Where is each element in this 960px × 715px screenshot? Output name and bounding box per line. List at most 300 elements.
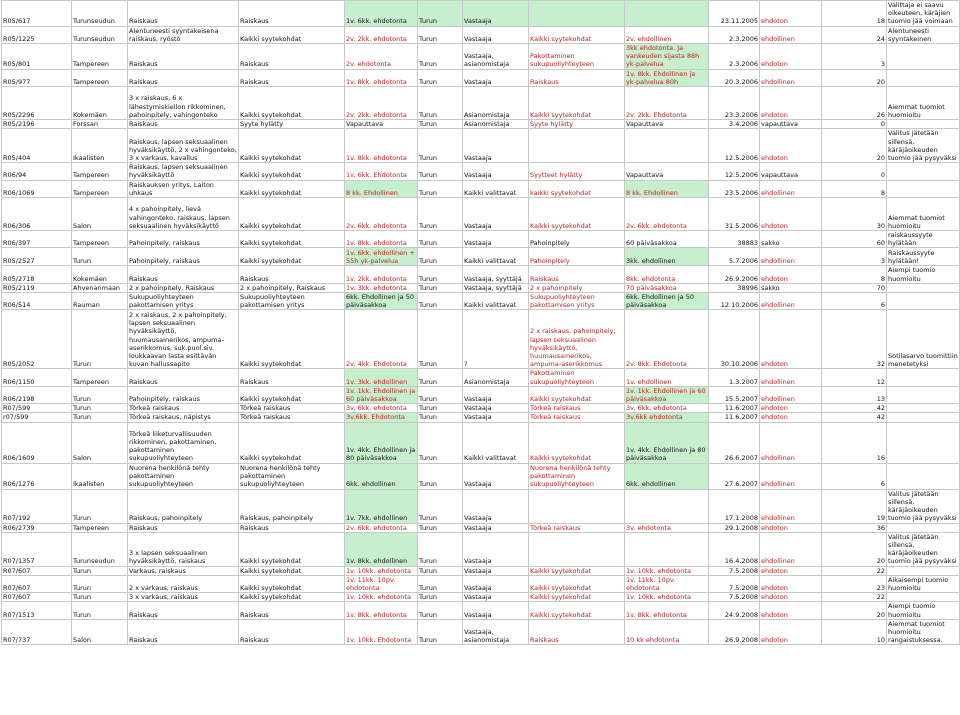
cell-case-number: R07/1513 [2,602,72,619]
cell-appeal-court: Turun [418,87,463,120]
cell-months: 32 [822,310,887,369]
cell-district-sentence: 1v. 10kk. Ehdotonta [345,619,418,645]
cell-case-number: R05/2119 [2,283,72,292]
cell-appeal-convicted-charges [529,489,625,523]
cell-months: 12 [822,369,887,386]
cell-decision-date: 23.3.2006 [709,87,760,120]
cell-appellant: Vastaaja [463,489,529,523]
cell-appeal-convicted-charges [529,532,625,566]
cell-convicted-charges: Törkeä raiskaus [239,413,345,422]
cell-decision-date: 7.5.2008 [709,593,760,602]
cell-appeal-court: Turun [418,26,463,43]
cell-appeal-court: Turun [418,180,463,197]
cases-table [1,0,960,645]
cell-decision-date: 2.3.2006 [709,44,760,70]
cell-decision-date: 30.10.2006 [709,310,760,369]
cell-district-court: Turun [72,575,128,592]
cell-appeal-sentence: 60 päiväsakkoa [625,231,709,248]
cell-appeal-convicted-charges: Raiskaus [529,266,625,283]
cell-appeal-court: Turun [418,310,463,369]
cell-appeal-court: Turun [418,593,463,602]
cell-appeal-sentence: 8 kk. Ehdollinen [625,180,709,197]
table-row [2,369,960,386]
cell-district-court: Kokemäen [72,266,128,283]
cell-convicted-charges: Nuorena henkilönä tehty pakottaminen sukupuoliyhteyteen [239,463,345,489]
cell-notes: Valitus jätetään sillensä, käräjäoikeuden tuomio jää pysyväksi [887,489,960,523]
cell-sentence-type: ehdoton [760,404,822,413]
cell-district-court: Tampereen [72,163,128,180]
cell-district-sentence: 1v. 8kk. ehdollinen [345,532,418,566]
cell-sentence-type: ehdoton [760,619,822,645]
cell-sentence-type: ehdoton [760,602,822,619]
cell-appellant: Vastaaja [463,198,529,231]
cell-appeal-court: Turun [418,163,463,180]
table-row [2,575,960,592]
cell-case-number: R06/514 [2,293,72,310]
cell-appeal-sentence: Vapauttava [625,163,709,180]
cell-appeal-convicted-charges: Kaikki syytekohdat [529,87,625,120]
cell-convicted-charges: Kaikki syytekohdat [239,310,345,369]
cell-charges: Raiskaus [128,69,239,86]
cell-district-sentence: 1v. 11kk. 10pv. ehdotonta [345,575,418,592]
cell-appellant: Vastaaja [463,69,529,86]
cell-months: 70 [822,283,887,292]
cell-decision-date: 23.5.2006 [709,180,760,197]
cell-decision-date: 3.4.2006 [709,120,760,129]
cell-appeal-convicted-charges: kaikki syytekohdat [529,180,625,197]
table-row [2,283,960,292]
cell-decision-date: 2.3.2006 [709,26,760,43]
cell-district-sentence: 1v. 7kk. ehdollinen [345,489,418,523]
cell-notes [887,593,960,602]
cell-sentence-type: ehdoton [760,413,822,422]
cell-appellant: Kaikki valittavat [463,180,529,197]
cell-sentence-type: ehdoton [760,575,822,592]
cell-appeal-sentence: 3v.6kk ehdotonta [625,413,709,422]
cell-appeal-court: Turun [418,120,463,129]
cell-charges: Raiskaus, pahoinpitely [128,489,239,523]
table-row [2,532,960,566]
cell-appeal-court: Turun [418,575,463,592]
cell-convicted-charges: Kaikki syytekohdat [239,198,345,231]
cell-convicted-charges: Kaikki syytekohdat [239,248,345,266]
cell-appeal-sentence: Vapauttava [625,120,709,129]
cell-sentence-type: ehdoton [760,523,822,532]
cell-district-court: Tampereen [72,523,128,532]
table-row [2,69,960,86]
cell-appeal-convicted-charges: Kaikki syytekohdat [529,575,625,592]
cell-district-court: Salon [72,422,128,463]
cell-decision-date: 16.4.2008 [709,532,760,566]
cell-charges: Raiskaus [128,619,239,645]
cell-convicted-charges: 2 x pahoinpitely, Raiskaus [239,283,345,292]
cell-decision-date: 7.5.2008 [709,575,760,592]
cell-sentence-type: ehdoton [760,266,822,283]
cell-sentence-type: vapauttava [760,163,822,180]
cell-charges: Nuorena henkilönä tehty pakottaminen sukupuoliyhteyteen [128,463,239,489]
cell-appellant: Vastaaja [463,231,529,248]
cell-notes: Aiemmat tuomiot huomioitu rangaistuksessa. [887,619,960,645]
cell-convicted-charges: Raiskaus [239,523,345,532]
cell-convicted-charges: Kaikki syytekohdat [239,231,345,248]
cell-appellant: Vastaaja, asianomistaja [463,619,529,645]
cell-appeal-convicted-charges: Kaikki syytekohdat [529,422,625,463]
cell-district-court: Ikaalisten [72,463,128,489]
cell-district-sentence: 1v. 6kk. ehdollinen + 55h yk-palvelua [345,248,418,266]
cell-convicted-charges: Törkeä raiskaus [239,404,345,413]
cell-charges: 2 x pahoinpitely, Raiskaus [128,283,239,292]
cell-appeal-sentence: 6kk. Ehdollinen ja 50 päiväsakkoa [625,293,709,310]
cell-district-court: Turun [72,310,128,369]
cell-appeal-convicted-charges: 2 x raiskaus, pahoinpitely, lapsen seksuaalinen hyväksikäyttö, huumausainerikos, ampuma-aserikkomus [529,310,625,369]
cell-appeal-sentence: 6kk. ehdollinen [625,463,709,489]
cell-charges: Sukupuoliyhteyteen pakottamisen yritys [128,293,239,310]
cell-district-sentence: 3v. 6kk. ehdotonta [345,404,418,413]
cell-case-number: R06/2739 [2,523,72,532]
cell-case-number: R06/94 [2,163,72,180]
cell-months: 22 [822,566,887,575]
cell-sentence-type: ehdollinen [760,386,822,403]
table-row [2,593,960,602]
cell-district-sentence: 1v. 3kk. ehdotonta [345,283,418,292]
cell-appeal-convicted-charges: Törkeä raiskaus [529,413,625,422]
cell-convicted-charges: Kaikki syytekohdat [239,575,345,592]
cell-district-court: Turun [72,593,128,602]
cell-appeal-sentence: 10 kk ehdotonta [625,619,709,645]
cell-months: 6 [822,293,887,310]
cell-decision-date: 12.10.2006 [709,293,760,310]
cell-district-court: Rauman [72,293,128,310]
cases-table-body [2,1,960,645]
cell-appeal-convicted-charges: Pakottaminen sukupuoliyhteyteen [529,369,625,386]
table-row [2,180,960,197]
cell-months: 60 [822,231,887,248]
cell-notes [887,44,960,70]
cell-convicted-charges: Kaikki syytekohdat [239,386,345,403]
table-row [2,386,960,403]
cell-convicted-charges: Raiskaus [239,369,345,386]
cell-charges: 2 x raiskaus, 2 x pahoinpitely, lapsen seksuaalinen hyväksikäyttö, huumausainerikos, ampuma-aserikkomus, suk.puol.siv. loukkaavan lasta esittävän kuvan hallussapito [128,310,239,369]
cell-district-court: Tampereen [72,369,128,386]
cell-case-number: R07/607 [2,575,72,592]
cell-notes [887,69,960,86]
cell-appeal-convicted-charges: Pahoinpitely [529,248,625,266]
cell-appeal-sentence [625,129,709,163]
cell-convicted-charges: Kaikki syytekohdat [239,532,345,566]
cell-convicted-charges: Kaikki syytekohdat [239,129,345,163]
cell-district-sentence: 2v. ehdotonta [345,44,418,70]
cell-appellant: Vastaaja [463,523,529,532]
cell-notes: Alentuneesti syyntakeinen [887,26,960,43]
cell-charges: Pahoinpitely, raiskaus [128,248,239,266]
cell-charges: Törkeä raiskaus, näpistys [128,413,239,422]
cell-notes [887,180,960,197]
cell-case-number: R07/607 [2,593,72,602]
cell-appeal-convicted-charges: Syyte hylätty [529,120,625,129]
cell-convicted-charges: Kaikki syytekohdat [239,566,345,575]
cell-decision-date: 17.1.2008 [709,489,760,523]
cell-district-sentence: 2v. 2kk. ehdotonta [345,26,418,43]
cell-district-court: Turun [72,602,128,619]
cell-appellant: Vastaaja [463,404,529,413]
cell-appellant: Asianomistaja [463,120,529,129]
cell-appeal-sentence: 3v. ehdotonta [625,523,709,532]
cell-convicted-charges: Kaikki syytekohdat [239,422,345,463]
cell-convicted-charges: Raiskaus [239,69,345,86]
cell-decision-date: 26.6.2007 [709,422,760,463]
cell-appellant: Vastaaja [463,386,529,403]
cell-district-sentence: 1v. 10kk. ehdotonta [345,593,418,602]
cell-appeal-convicted-charges: Kaikki syytekohdat [529,602,625,619]
cell-appeal-sentence: 1v. 10kk. ehdotonta [625,566,709,575]
cell-decision-date: 38996 [709,283,760,292]
cell-appeal-court: Turun [418,489,463,523]
cell-months: 30 [822,198,887,231]
cell-months: 42 [822,404,887,413]
cell-appellant: Kaikki valittavat [463,422,529,463]
cell-appeal-court: Turun [418,198,463,231]
cell-decision-date: 11.6.2007 [709,404,760,413]
cell-appeal-convicted-charges: Raiskaus [529,619,625,645]
table-row [2,404,960,413]
cell-appeal-convicted-charges: Kaikki syytekohdat [529,198,625,231]
cell-notes [887,283,960,292]
cell-case-number: R05/1225 [2,26,72,43]
cell-case-number: R06/1069 [2,180,72,197]
cell-appeal-court: Turun [418,231,463,248]
cell-appeal-sentence: 2v. 8kk. Ehdotonta [625,310,709,369]
cell-sentence-type: ehdollinen [760,26,822,43]
cell-appellant: Vastaaja, asianomistaja [463,44,529,70]
cell-appeal-court: Turun [418,422,463,463]
cell-decision-date: 26.9.2008 [709,619,760,645]
cell-notes [887,422,960,463]
cell-appeal-convicted-charges: Pahoinpitely [529,231,625,248]
cell-district-court: Salon [72,198,128,231]
cell-appeal-court: Turun [418,69,463,86]
cell-district-sentence: 2v. 6kk. ehdotonta [345,198,418,231]
cell-appeal-sentence: 1v. 1kk. Ehdollinen ja 60 päiväsakkoa [625,386,709,403]
cell-appeal-convicted-charges: Nuorena henkilönä tehty pakottaminen sukupuoliyhteyteen [529,463,625,489]
cell-appeal-sentence: 3v. 6kk. ehdotonta [625,404,709,413]
cell-charges: Törkeä liiketurvallisuuden rikkominen, pakottaminen, pakottaminen sukupuoliyhteyteen [128,422,239,463]
cell-appeal-court: Turun [418,413,463,422]
cell-notes [887,369,960,386]
cell-notes [887,163,960,180]
cell-case-number: R07/599 [2,404,72,413]
cell-case-number: R06/397 [2,231,72,248]
cell-district-court: Tampereen [72,180,128,197]
cell-sentence-type: ehdollinen [760,532,822,566]
cell-notes: Aiempi tuomio huomioitu [887,602,960,619]
cell-appeal-convicted-charges: Kaikki syytekohdat [529,566,625,575]
cell-district-court: Ahvenanmaan [72,283,128,292]
cell-decision-date: 38883 [709,231,760,248]
cell-appellant: Asianomistaja [463,369,529,386]
cell-appellant: Vastaaja [463,413,529,422]
cell-decision-date: 20.3.2006 [709,69,760,86]
cell-decision-date: 26.9.2006 [709,266,760,283]
cell-sentence-type: ehdoton [760,198,822,231]
cell-convicted-charges: Syyte hylätty [239,120,345,129]
cell-notes [887,404,960,413]
cell-sentence-type: ehdollinen [760,463,822,489]
cell-appeal-court: Turun [418,369,463,386]
cell-sentence-type: ehdollinen [760,180,822,197]
cell-charges: Alentuneesti syyntakeisena raiskaus, ryöstö [128,26,239,43]
cell-convicted-charges: Raiskaus [239,602,345,619]
cell-notes [887,523,960,532]
cell-district-court: Turun [72,386,128,403]
cell-charges: Törkeä raiskaus [128,404,239,413]
cell-appeal-court: Turun [418,532,463,566]
cell-notes [887,386,960,403]
cell-case-number: R07/192 [2,489,72,523]
cell-charges: Raiskaus, lapsen seksuaalinen hyväksikäyttö, 2 x vahingonteko, 3 x varkaus, kavallus [128,129,239,163]
cell-charges: Raiskaus, lapsen seksuaalinen hyväksikäyttö [128,163,239,180]
cell-appellant: Vastaaja, syyttäjä [463,266,529,283]
cell-appeal-court: Turun [418,619,463,645]
cell-decision-date: 24.9.2008 [709,602,760,619]
cell-appellant: ? [463,310,529,369]
cell-months: 23 [822,575,887,592]
cell-appeal-convicted-charges: Törkeä raiskaus [529,404,625,413]
cell-notes: Raiskaussyyte hylätään! [887,248,960,266]
cell-appeal-convicted-charges: Sukupuoliyhteyteen pakottamisen yritys [529,293,625,310]
cell-appellant: Vastaaja [463,593,529,602]
cell-appeal-sentence: 1v. 8kk. ehdotonta [625,602,709,619]
cell-sentence-type: ehdoton [760,1,822,27]
cell-months: 0 [822,163,887,180]
cell-months: 3 [822,248,887,266]
cell-notes: Valittaja ei saavu oikeuteen, käräjien tuomio jää voimaan [887,1,960,27]
cell-appeal-convicted-charges [529,1,625,27]
cell-appellant: Vastaaja [463,129,529,163]
cell-case-number: R06/1150 [2,369,72,386]
cell-charges: Raiskaus [128,523,239,532]
cell-district-court: Turunseudun [72,532,128,566]
cell-appeal-court: Turun [418,1,463,27]
cell-appeal-sentence: 2v. 2kk. Ehdotonta [625,87,709,120]
cell-appellant: Vastaaja [463,163,529,180]
cell-appeal-convicted-charges: Syytteet hylätty [529,163,625,180]
table-row [2,310,960,369]
cell-appellant: Vastaaja [463,602,529,619]
cell-appeal-court: Turun [418,404,463,413]
cell-appeal-court: Turun [418,283,463,292]
cell-decision-date: 29.1.2008 [709,523,760,532]
cell-appellant: Kaikki valittavat [463,293,529,310]
cell-decision-date: 31.5.2006 [709,198,760,231]
cell-case-number: R06/1609 [2,422,72,463]
cell-decision-date: 5.7.2006 [709,248,760,266]
cell-decision-date: 1.3.2007 [709,369,760,386]
cell-appellant: Kaikki valittavat [463,248,529,266]
cell-appeal-court: Turun [418,266,463,283]
cell-appeal-convicted-charges: Pakottaminen sukupuoliyhteyteen [529,44,625,70]
cell-convicted-charges: Kaikki syytekohdat [239,26,345,43]
cell-months: 24 [822,26,887,43]
cell-decision-date: 11.6.2007 [709,413,760,422]
cell-case-number: R05/404 [2,129,72,163]
cell-district-sentence: 2v. 6kk. ehdotonta [345,523,418,532]
cell-charges: 3 x lapsen seksuaalinen hyväksikäyttö, raiskaus [128,532,239,566]
cell-sentence-type: vapauttava [760,120,822,129]
cell-charges: Pahoinpitely, raiskaus [128,231,239,248]
cell-appeal-convicted-charges: Kaikki syytekohdat [529,26,625,43]
cell-appeal-court: Turun [418,129,463,163]
cell-appeal-convicted-charges: Kaikki syytekohdat [529,386,625,403]
cell-appeal-convicted-charges: Kaikki syytekohdat [529,593,625,602]
cell-notes [887,413,960,422]
table-row [2,602,960,619]
table-row [2,26,960,43]
cell-convicted-charges: Sukupuoliyhteyteen pakottamisen yritys [239,293,345,310]
cell-notes [887,293,960,310]
cell-sentence-type: ehdollinen [760,489,822,523]
cell-convicted-charges: Raiskaus [239,266,345,283]
cell-district-sentence: 1v. 4kk. Ehdollinen ja 80 päiväsakkoa [345,422,418,463]
cell-district-court: Turun [72,413,128,422]
cell-district-court: Turunseudun [72,26,128,43]
cell-appeal-court: Turun [418,463,463,489]
cell-case-number: R05/2296 [2,87,72,120]
cell-appellant: Vastaaja [463,532,529,566]
cell-district-court: Tampereen [72,69,128,86]
cell-case-number: R05/2527 [2,248,72,266]
cell-decision-date: 7.5.2008 [709,566,760,575]
table-row [2,248,960,266]
cell-notes [887,566,960,575]
cell-months: 3 [822,44,887,70]
cell-appeal-sentence: 70 päiväsakkoa [625,283,709,292]
cell-district-sentence: 1v. 2kk. ehdotonta [345,266,418,283]
cell-months: 0 [822,120,887,129]
cell-notes [887,120,960,129]
cell-appeal-sentence: 2v. 6kk. ehdotonta [625,198,709,231]
cell-sentence-type: ehdollinen [760,69,822,86]
cell-sentence-type: ehdoton [760,310,822,369]
cell-district-court: Turun [72,489,128,523]
cell-appeal-sentence: 1v. 4kk. Ehdollinen ja 80 päiväsakkoa [625,422,709,463]
table-row [2,463,960,489]
cell-decision-date: 12.5.2006 [709,129,760,163]
cell-appeal-court: Turun [418,44,463,70]
cell-appellant: Vastaaja, syyttäjä [463,283,529,292]
cell-appeal-convicted-charges: 2 x pahoinpitely [529,283,625,292]
cell-months: 18 [822,1,887,27]
cell-case-number: R05/801 [2,44,72,70]
cell-charges: Raiskaus [128,1,239,27]
cell-months: 6 [822,463,887,489]
cell-appeal-convicted-charges [529,129,625,163]
cell-convicted-charges: Kaikki syytekohdat [239,180,345,197]
cell-months: 20 [822,69,887,86]
cell-charges: 4 x pahoinpitely, lievä vahingonteko, raiskaus, lapsen seksuaalinen hyväksikäyttö [128,198,239,231]
table-row [2,293,960,310]
cell-district-sentence: 1v. 8kk. ehdotonta [345,231,418,248]
cell-district-sentence: 2v. 4kk. Ehdotonta [345,310,418,369]
cell-appellant: Vastaaja [463,463,529,489]
cell-charges: 3 x raiskaus, 6 x lähestymiskiellon rikkominen, pahoinpitely, vahingonteko [128,87,239,120]
cell-appellant: Vastaaja [463,26,529,43]
cell-months: 20 [822,602,887,619]
cell-sentence-type: sakko [760,283,822,292]
cell-sentence-type: sakko [760,231,822,248]
cell-appeal-sentence [625,1,709,27]
cell-charges: Raiskaus [128,44,239,70]
cell-appeal-court: Turun [418,386,463,403]
